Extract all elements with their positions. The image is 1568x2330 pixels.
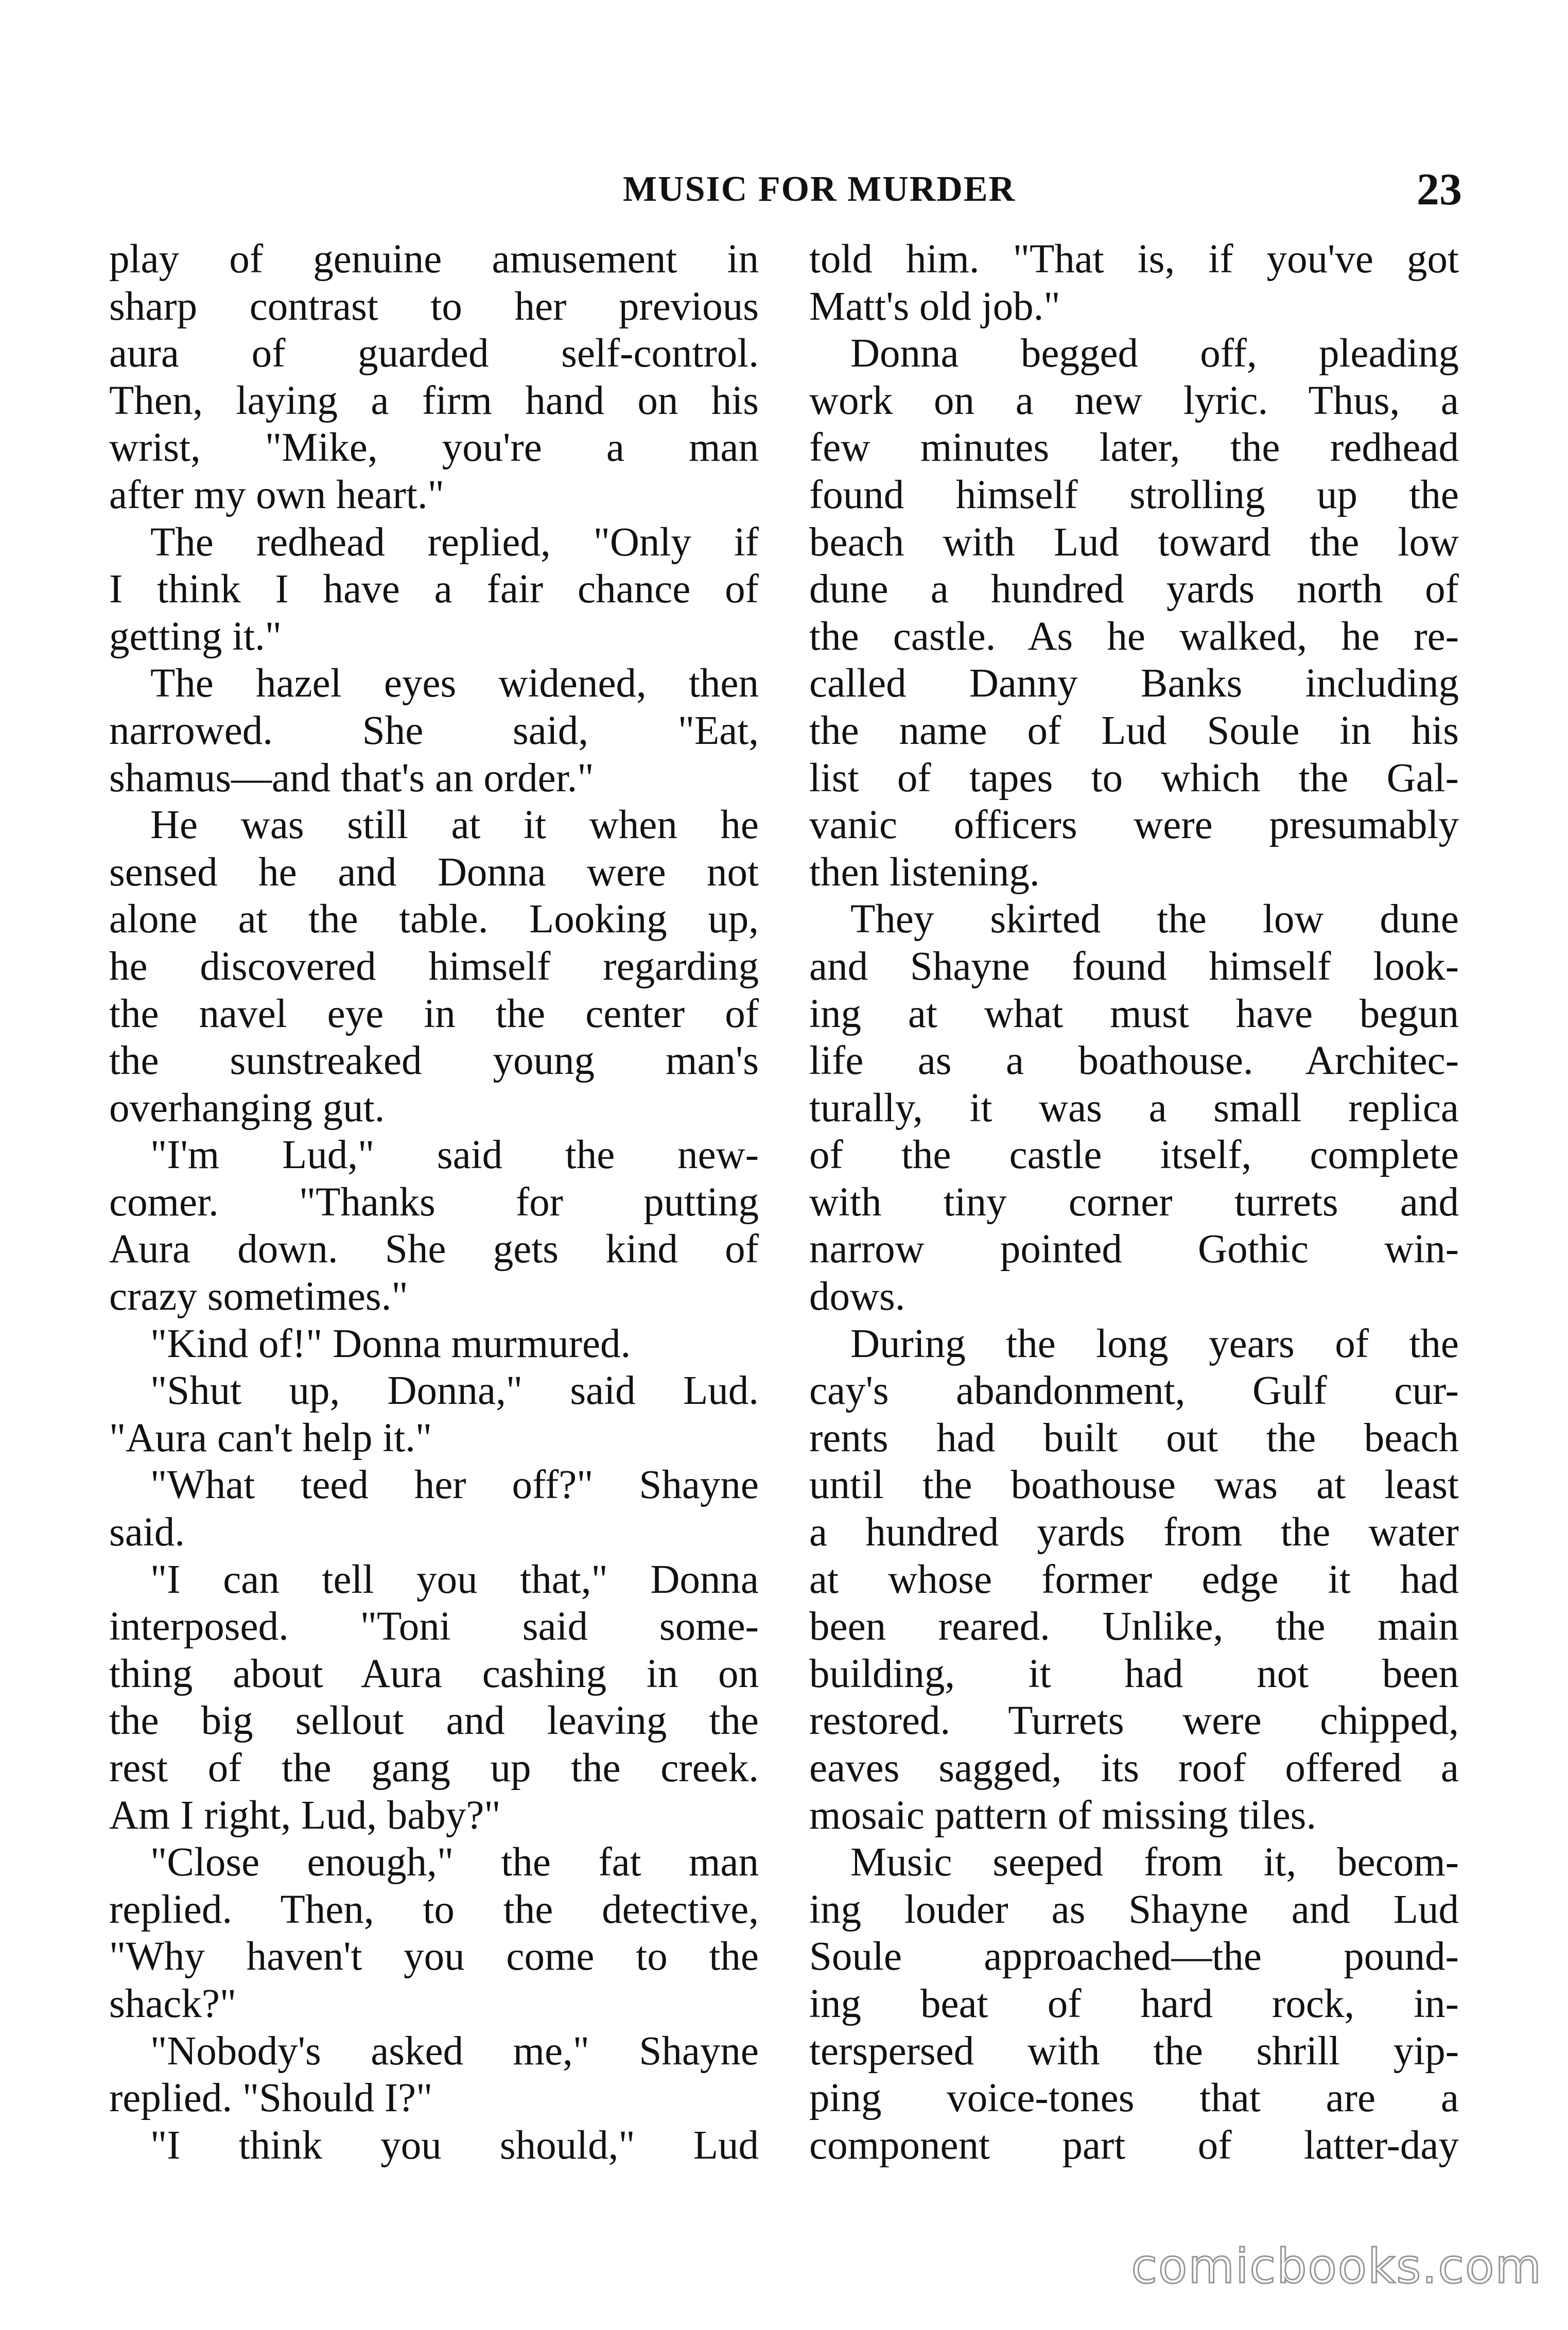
text-column-right [809,236,1459,2169]
text-line: with tiny corner turrets and [809,1179,1459,1225]
paragraph [109,1462,759,1556]
text-line: overhanging gut. [109,1085,385,1131]
page-number: 23 [1417,165,1462,215]
text-line: narrow pointed Gothic win- [809,1227,1459,1272]
paragraph [809,1320,1459,1839]
text-line: the navel eye in the center of [109,991,759,1036]
text-line: interposed. "Toni said some- [109,1604,759,1649]
text-line: told him. "That is, if you've got [809,237,1459,282]
text-line: dows. [809,1274,905,1319]
text-line: sharp contrast to her previous [109,284,759,329]
page-header [108,164,1462,220]
text-line: the sunstreaked young man's [109,1038,759,1084]
paragraph [809,330,1459,896]
paragraph [109,236,759,519]
text-line: Music seeped from it, becom- [850,1840,1459,1885]
text-line: after my own heart." [109,472,444,517]
text-line: sensed he and Donna were not [109,849,759,895]
text-line: "Nobody's asked me," Shayne [150,2028,759,2074]
paragraph [109,2028,759,2122]
text-line: a hundred yards from the water [809,1510,1459,1555]
text-line: of the castle itself, complete [809,1133,1459,1178]
text-line: Donna begged off, pleading [850,331,1459,376]
text-line: They skirted the low dune [850,897,1459,942]
paragraph [109,1367,759,1462]
text-line: During the long years of the [850,1321,1459,1366]
text-line: the big sellout and leaving the [109,1698,759,1744]
text-line: shamus—and that's an order." [109,755,594,801]
text-line: cay's abandonment, Gulf cur- [809,1368,1459,1414]
text-line: vanic officers were presumably [809,803,1459,848]
text-line: turally, it was a small replica [809,1085,1459,1131]
text-line: dune a hundred yards north of [809,567,1459,612]
paragraph [109,519,759,660]
text-line: beach with Lud toward the low [809,519,1459,565]
text-line: "Aura can't help it." [109,1415,432,1460]
text-line: The hazel eyes widened, then [150,661,759,706]
text-line: Soule approached—the pound- [809,1934,1459,1979]
text-line: Then, laying a firm hand on his [109,378,759,423]
text-line: Am I right, Lud, baby?" [109,1793,501,1838]
paragraph [109,802,759,1132]
paragraph [109,1320,759,1368]
text-line: he discovered himself regarding [109,944,759,989]
text-line: "I think you should," Lud [150,2123,759,2168]
text-line: replied. Then, to the detective, [109,1887,759,1932]
text-line: "I'm Lud," said the new- [150,1133,759,1178]
text-column-left [109,236,759,2169]
text-line: The redhead replied, "Only if [150,519,759,565]
text-line: ing at what must have begun [809,991,1459,1036]
text-line: rents had built out the beach [809,1415,1459,1460]
text-line: called Danny Banks including [809,661,1459,706]
paragraph [109,2122,759,2169]
text-line: restored. Turrets were chipped, [809,1698,1459,1744]
text-line: alone at the table. Looking up, [109,897,759,942]
text-line: comer. "Thanks for putting [109,1179,759,1225]
text-line: "What teed her off?" Shayne [150,1463,759,1508]
text-line: mosaic pattern of missing tiles. [809,1793,1317,1838]
text-line: until the boathouse was at least [809,1463,1459,1508]
text-line: I think I have a fair chance of [109,567,759,612]
text-line: replied. "Should I?" [109,2076,433,2121]
text-line: wrist, "Mike, you're a man [109,425,759,471]
watermark: comicbooks.com [1131,2239,1542,2294]
text-line: building, it had not been [809,1651,1459,1696]
text-line: aura of guarded self-control. [109,331,759,376]
text-line: "Shut up, Donna," said Lud. [150,1368,759,1414]
paragraph [109,1839,759,2027]
text-line: found himself strolling up the [809,472,1459,517]
running-title: MUSIC FOR MURDER [623,169,1016,209]
text-line: getting it." [109,614,282,659]
text-line: crazy sometimes." [109,1274,408,1319]
text-line: then listening. [809,849,1040,895]
text-line: ping voice-tones that are a [809,2076,1459,2121]
text-line: narrowed. She said, "Eat, [109,708,759,753]
text-line: at whose former edge it had [809,1557,1459,1602]
text-line: "Why haven't you come to the [109,1934,759,1979]
paragraph [809,1839,1459,2169]
text-line: been reared. Unlike, the main [809,1604,1459,1649]
text-line: and Shayne found himself look- [809,944,1459,989]
paragraph [109,1556,759,1839]
text-line: "Kind of!" Donna murmured. [150,1321,631,1366]
text-line: Aura down. She gets kind of [109,1227,759,1272]
text-line: terspersed with the shrill yip- [809,2028,1459,2074]
text-line: "Close enough," the fat man [150,1840,759,1885]
text-line: eaves sagged, its roof offered a [809,1746,1459,1790]
text-line: few minutes later, the redhead [809,425,1459,471]
text-line: play of genuine amusement in [109,237,759,282]
text-line: thing about Aura cashing in on [109,1651,759,1696]
text-line: work on a new lyric. Thus, a [809,378,1459,423]
text-line: list of tapes to which the Gal- [809,755,1459,801]
text-line: "I can tell you that," Donna [150,1557,759,1602]
text-line: ing louder as Shayne and Lud [809,1887,1459,1932]
paragraph [109,660,759,802]
text-line: said. [109,1510,185,1555]
text-line: ing beat of hard rock, in- [809,1981,1459,2026]
text-line: Matt's old job." [809,284,1060,329]
text-line: shack?" [109,1981,237,2026]
paragraph [809,896,1459,1320]
text-line: the name of Lud Soule in his [809,708,1459,753]
paragraph [809,236,1459,330]
text-line: component part of latter-day [809,2123,1459,2168]
text-line: the castle. As he walked, he re- [809,614,1459,659]
text-line: He was still at it when he [150,803,759,848]
paragraph [109,1132,759,1320]
text-line: rest of the gang up the creek. [109,1746,759,1790]
text-line: life as a boathouse. Architec- [809,1038,1459,1084]
